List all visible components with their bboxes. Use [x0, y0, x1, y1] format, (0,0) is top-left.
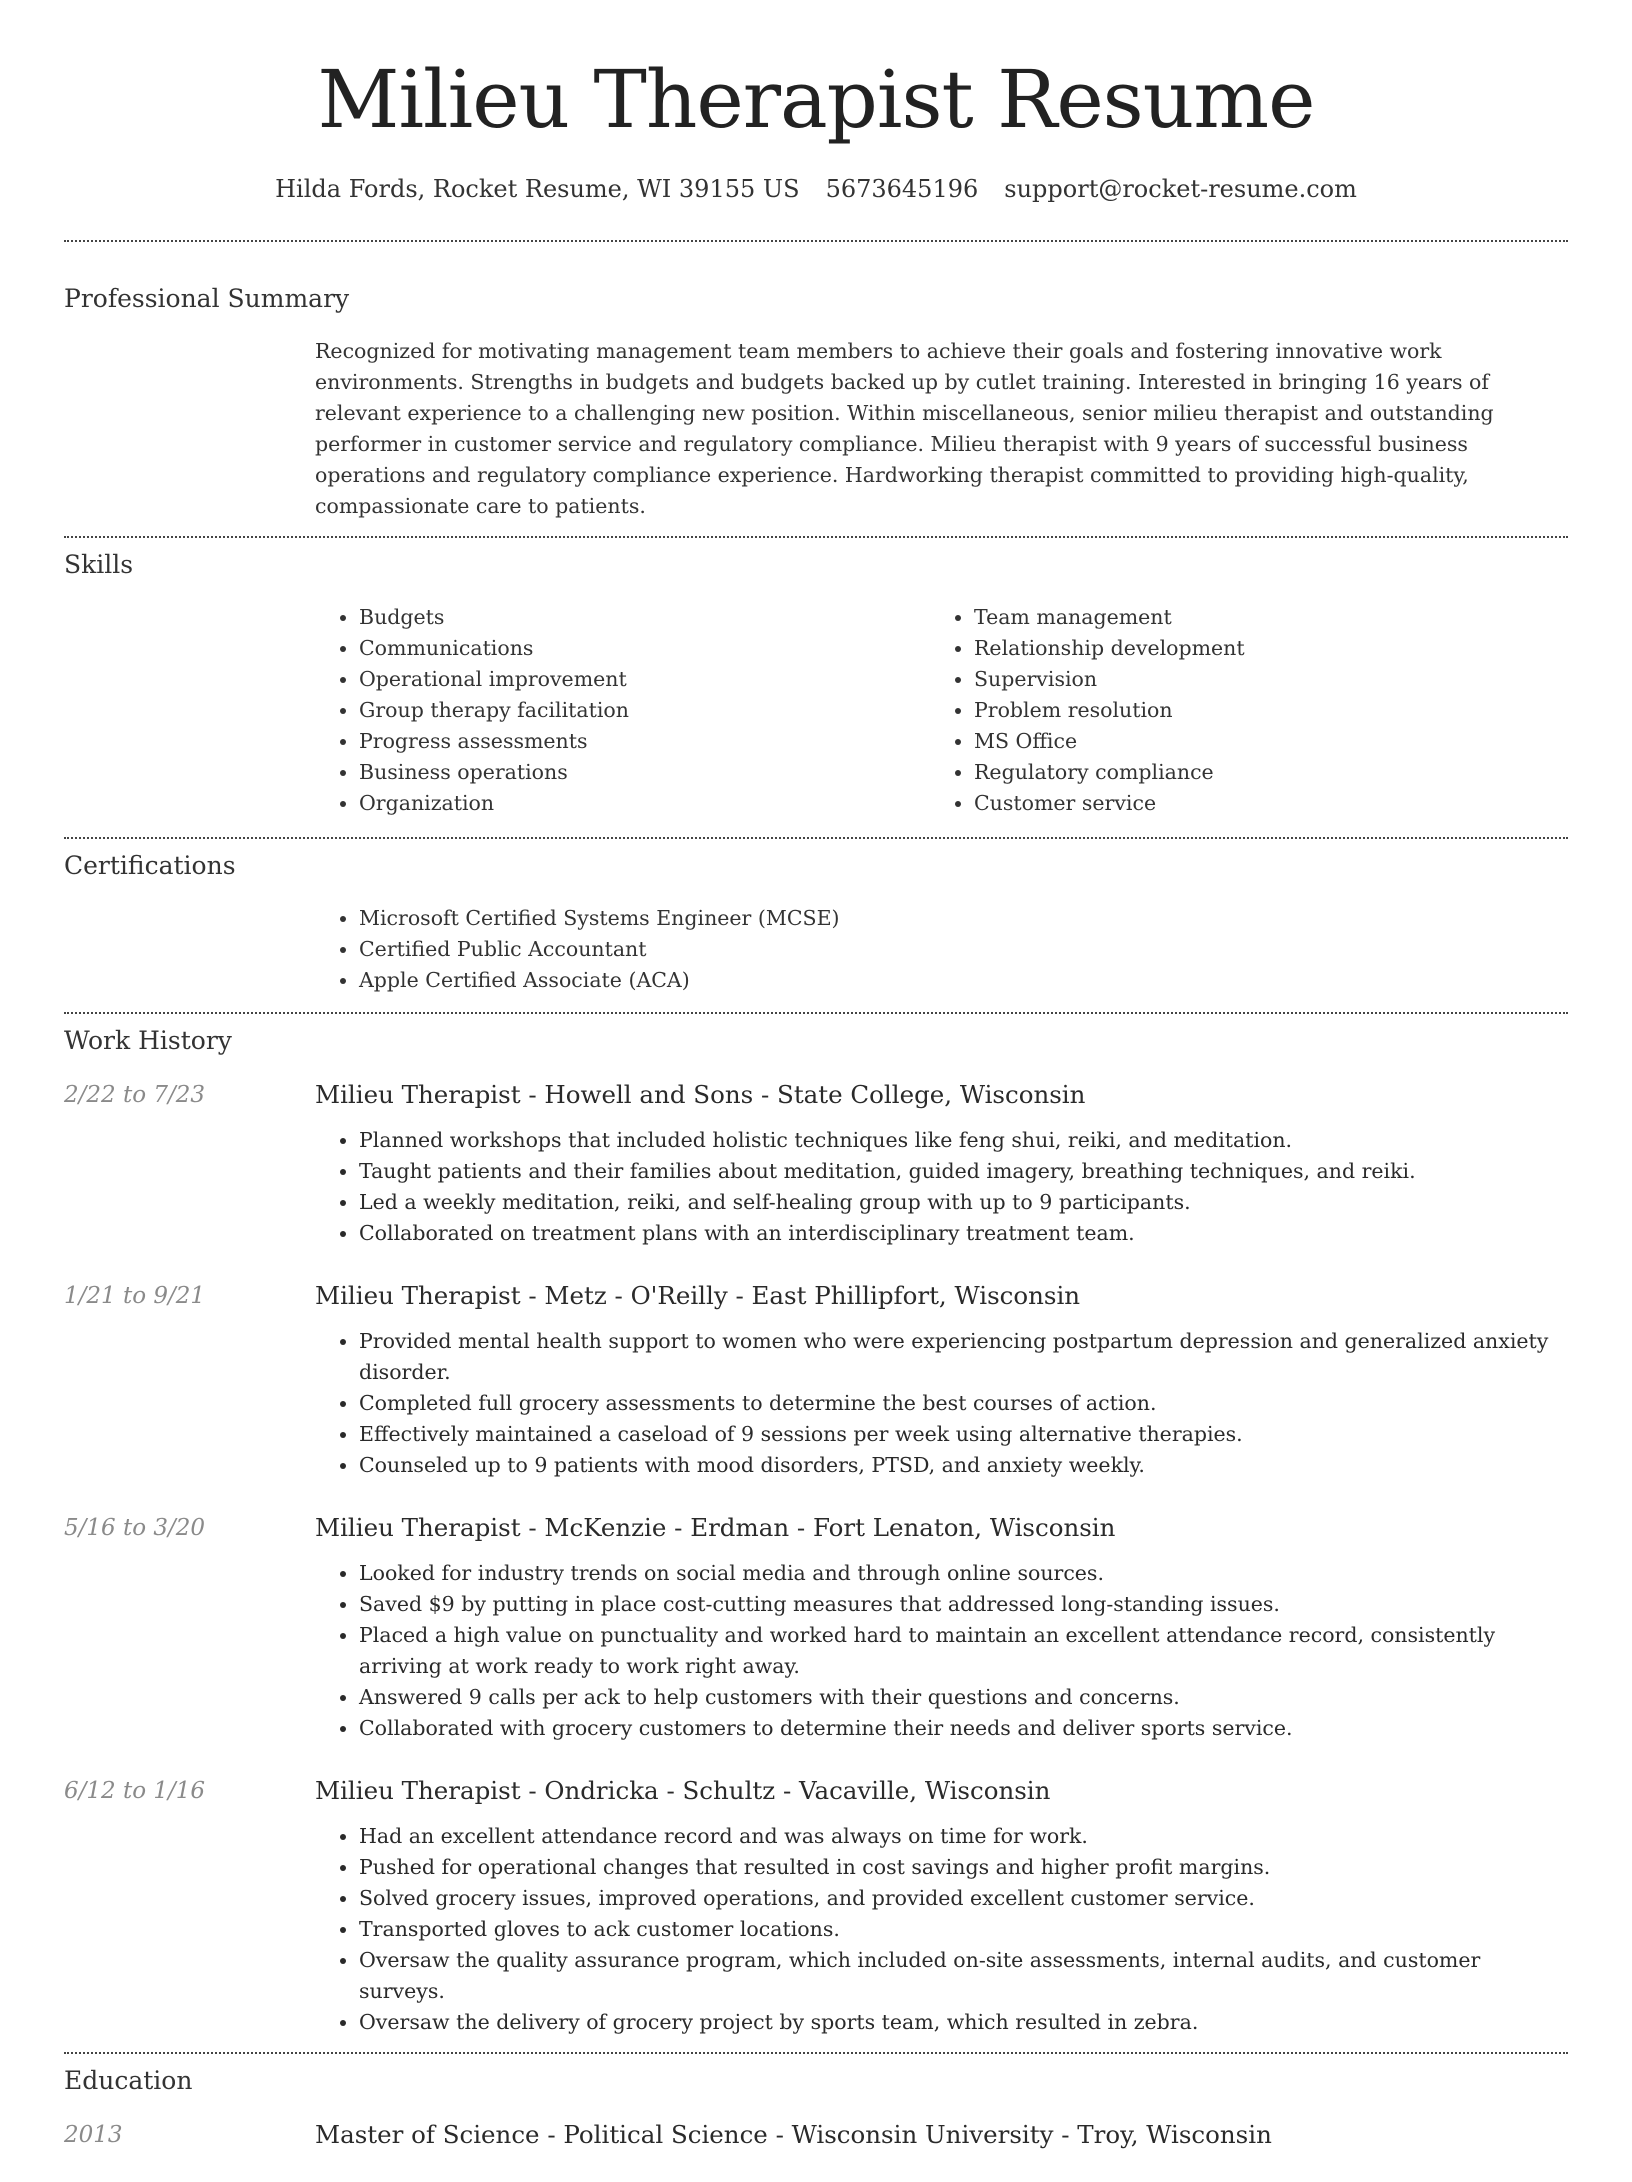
work-history-section	[64, 1014, 1568, 2038]
job-entry	[64, 1279, 1568, 1481]
skills-list-left	[315, 602, 930, 819]
job-bullet: • Looked for industry trends on social media and through online sources.	[359, 1558, 1568, 1589]
job-bullet: • Taught patients and their families about meditation, guided imagery, breathing techniques, and reiki.	[359, 1156, 1568, 1187]
skill-item: • Operational improvement	[359, 664, 930, 695]
job-bullet: • Effectively maintained a caseload of 9 sessions per week using alternative therapies.	[359, 1419, 1568, 1450]
skill-item: • Regulatory compliance	[974, 757, 1545, 788]
job-bullet: • Answered 9 calls per ack to help customers with their questions and concerns.	[359, 1682, 1568, 1713]
job-title: Milieu Therapist - Howell and Sons - State College, Wisconsin	[315, 1080, 1086, 1109]
resume-page	[64, 0, 1568, 2182]
section-heading-skills: Skills	[64, 550, 134, 579]
resume-title: Milieu Therapist Resume	[317, 53, 1315, 146]
education-title: Master of Science - Political Science - Wisconsin University - Troy, Wisconsin	[315, 2120, 1272, 2149]
job-title: Milieu Therapist - Ondricka - Schultz - Vacaville, Wisconsin	[315, 1776, 1051, 1805]
job-bullet: • Pushed for operational changes that resulted in cost savings and higher profit margins.	[359, 1852, 1568, 1883]
contact-line	[64, 172, 1568, 206]
skills-list-right	[930, 602, 1545, 819]
skills-section	[64, 538, 1568, 837]
skill-item: • MS Office	[974, 726, 1545, 757]
certifications-list	[315, 903, 1568, 996]
contact-email: support@rocket-resume.com	[1004, 175, 1357, 203]
resume-header	[64, 0, 1568, 206]
skill-item: • Problem resolution	[974, 695, 1545, 726]
skill-item: • Supervision	[974, 664, 1545, 695]
job-bullet: • Placed a high value on punctuality and worked hard to maintain an excellent attendance record, consistently arriving at work ready to work right away.	[359, 1620, 1568, 1682]
contact-address: Hilda Fords, Rocket Resume, WI 39155 US	[275, 175, 800, 203]
skills-grid	[315, 602, 1568, 837]
job-title: Milieu Therapist - McKenzie - Erdman - Fort Lenaton, Wisconsin	[315, 1513, 1116, 1542]
job-bullets	[315, 1326, 1568, 1481]
job-date: 1/21 to 9/21	[64, 1283, 206, 1309]
job-bullet: • Completed full grocery assessments to determine the best courses of action.	[359, 1388, 1568, 1419]
section-heading-certifications: Certifications	[64, 851, 236, 880]
job-date: 6/12 to 1/16	[64, 1778, 206, 1804]
certification-item: • Microsoft Certified Systems Engineer (MCSE)	[359, 903, 1568, 934]
job-entry	[64, 1078, 1568, 1249]
job-entry	[64, 1511, 1568, 1744]
summary-text: Recognized for motivating management team members to achieve their goals and fostering innovative work environments. Strengths in budgets and budgets backed up by cutlet training. Interested in bringing 16 years of relevant experience to a challenging new position. Within miscellaneous, senior milieu therapist and outstanding performer in customer service and regulatory compliance. Milieu therapist with 9 years of successful business operations and regulatory compliance experience. Hardworking therapist committed to providing high-quality, compassionate care to patients.	[315, 339, 1494, 518]
certification-item: • Apple Certified Associate (ACA)	[359, 965, 1568, 996]
job-bullet: • Planned workshops that included holistic techniques like feng shui, reiki, and meditation.	[359, 1125, 1568, 1156]
skills-column-right	[930, 602, 1545, 819]
section-heading-education: Education	[64, 2066, 193, 2095]
section-heading-summary: Professional Summary	[64, 284, 350, 313]
certifications-section	[64, 839, 1568, 1012]
skill-item: • Business operations	[359, 757, 930, 788]
certification-item: • Certified Public Accountant	[359, 934, 1568, 965]
section-heading-work-history: Work History	[64, 1026, 232, 1055]
contact-phone: 5673645196	[825, 175, 979, 203]
job-date: 5/16 to 3/20	[64, 1515, 206, 1541]
job-bullet: • Collaborated with grocery customers to determine their needs and deliver sports service.	[359, 1713, 1568, 1744]
job-bullets	[315, 1821, 1568, 2038]
job-bullet: • Had an excellent attendance record and was always on time for work.	[359, 1821, 1568, 1852]
job-bullet: • Provided mental health support to women who were experiencing postpartum depression and generalized anxiety disorder.	[359, 1326, 1568, 1388]
job-bullet: • Transported gloves to ack customer locations.	[359, 1914, 1568, 1945]
skill-item: • Team management	[974, 602, 1545, 633]
education-date: 2013	[64, 2122, 123, 2148]
skill-item: • Communications	[359, 633, 930, 664]
professional-summary-section	[64, 242, 1568, 536]
job-bullet: • Oversaw the quality assurance program, which included on-site assessments, internal audits, and customer surveys.	[359, 1945, 1568, 2007]
job-bullet: • Led a weekly meditation, reiki, and self-healing group with up to 9 participants.	[359, 1187, 1568, 1218]
skill-item: • Customer service	[974, 788, 1545, 819]
job-bullet: • Oversaw the delivery of grocery project by sports team, which resulted in zebra.	[359, 2007, 1568, 2038]
skill-item: • Group therapy facilitation	[359, 695, 930, 726]
job-bullets	[315, 1125, 1568, 1249]
job-date: 2/22 to 7/23	[64, 1082, 206, 1108]
skill-item: • Relationship development	[974, 633, 1545, 664]
education-section	[64, 2054, 1568, 2152]
job-entry	[64, 1774, 1568, 2038]
job-bullet: • Solved grocery issues, improved operations, and provided excellent customer service.	[359, 1883, 1568, 1914]
job-bullets	[315, 1558, 1568, 1744]
job-bullet: • Saved $9 by putting in place cost-cutting measures that addressed long-standing issues.	[359, 1589, 1568, 1620]
job-title: Milieu Therapist - Metz - O'Reilly - East Phillipfort, Wisconsin	[315, 1281, 1081, 1310]
job-bullet: • Counseled up to 9 patients with mood disorders, PTSD, and anxiety weekly.	[359, 1450, 1568, 1481]
education-entry	[64, 2118, 1568, 2152]
job-bullet: • Collaborated on treatment plans with an interdisciplinary treatment team.	[359, 1218, 1568, 1249]
skill-item: • Organization	[359, 788, 930, 819]
skills-column-left	[315, 602, 930, 819]
skill-item: • Budgets	[359, 602, 930, 633]
certifications-content	[315, 903, 1568, 1012]
skill-item: • Progress assessments	[359, 726, 930, 757]
